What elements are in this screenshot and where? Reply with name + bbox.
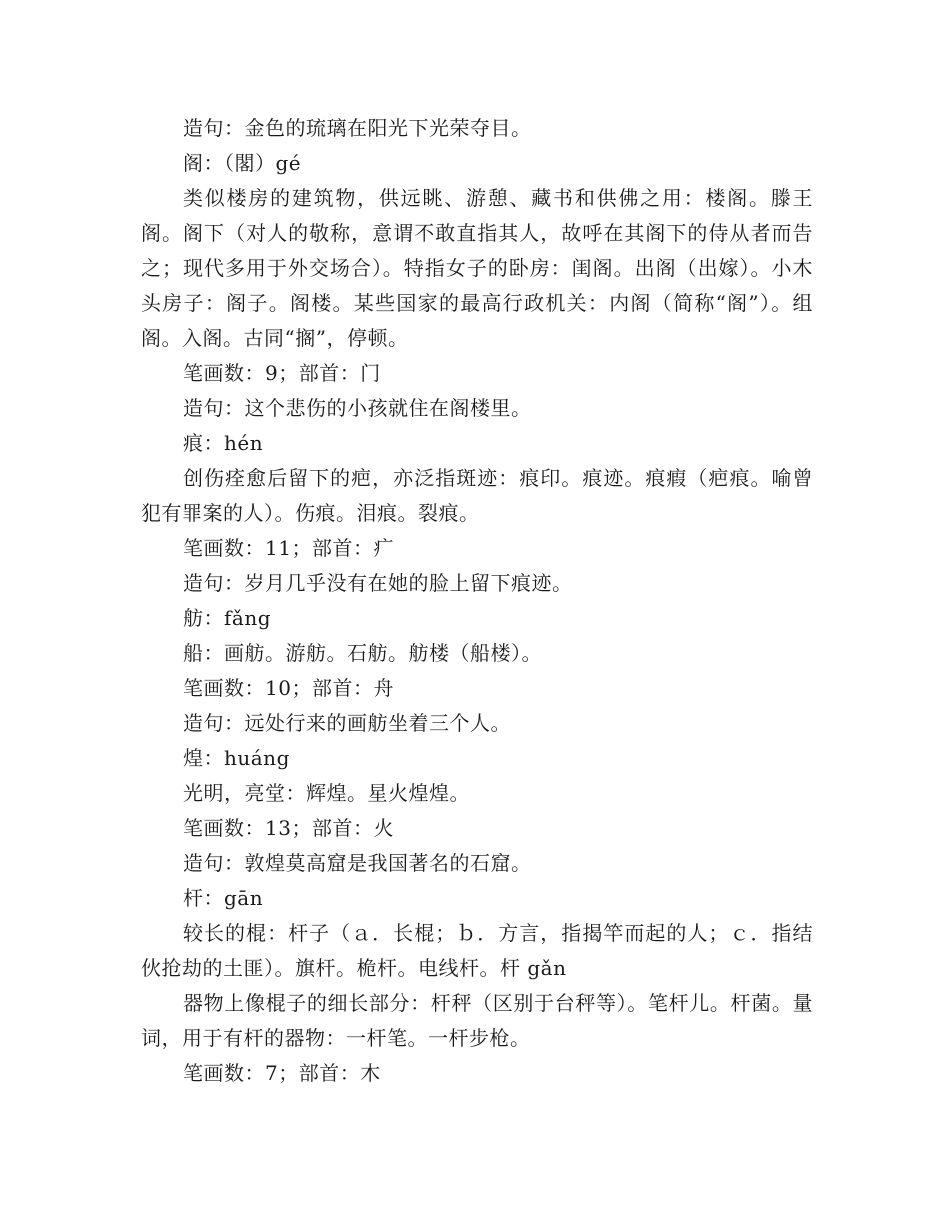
character-definition: 类似楼房的建筑物，供远眺、游憩、藏书和供佛之用：楼阁。滕王阁。阁下（对人的敬称，意谓不敢直指其人，故呼在其阁下的侍从者而告之；现代多用于外交场合）。特指女子的卧房：闺阁。出阁（出嫁）。小木头房子：阁子。阁楼。某些国家的最高行政机关：内阁（简称“阁”）。组阁。入阁。古同“搁”，停顿。 [141, 186, 813, 350]
document-body [141, 111, 813, 1091]
stroke-radical-info: 笔画数：7；部首：木 [183, 1061, 381, 1085]
example-sentence: 造句：远处行来的画舫坐着三个人。 [183, 711, 511, 735]
example-sentence: 造句：岁月几乎没有在她的脸上留下痕迹。 [183, 571, 573, 595]
character-definition: 较长的棍：杆子（ａ．长棍；ｂ．方言，指揭竿而起的人；ｃ．指结伙抢劫的土匪）。旗杆。桅杆。电线杆。杆 gǎn [141, 921, 813, 980]
example-sentence: 造句：这个悲伤的小孩就住在阁楼里。 [183, 396, 532, 420]
character-entry-heading: 舫：fǎng [183, 606, 272, 630]
example-sentence: 造句：敦煌莫高窟是我国著名的石窟。 [183, 851, 532, 875]
character-definition: 创伤痊愈后留下的疤，亦泛指斑迹：痕印。痕迹。痕瘕（疤痕。喻曾犯有罪案的人）。伤痕。泪痕。裂痕。 [141, 466, 813, 525]
character-definition: 船：画舫。游舫。石舫。舫楼（船楼）。 [183, 641, 542, 665]
character-entry-heading: 煌：huáng [183, 746, 290, 770]
character-entry-heading: 阁：（閣）gé [183, 151, 302, 175]
character-entry-heading: 痕：hén [183, 431, 264, 455]
example-sentence: 造句：金色的琉璃在阳光下光荣夺目。 [183, 116, 532, 140]
stroke-radical-info: 笔画数：9；部首：门 [183, 361, 381, 385]
character-entry-heading: 杆：gān [183, 886, 264, 910]
stroke-radical-info: 笔画数：10；部首：舟 [183, 676, 394, 700]
character-definition: 光明，亮堂：辉煌。星火煌煌。 [183, 781, 470, 805]
stroke-radical-info: 笔画数：11；部首：疒 [183, 536, 394, 560]
character-definition: 器物上像棍子的细长部分：杆秤（区别于台秤等）。笔杆儿。杆菌。量词，用于有杆的器物：一杆笔。一杆步枪。 [141, 991, 813, 1050]
stroke-radical-info: 笔画数：13；部首：火 [183, 816, 394, 840]
